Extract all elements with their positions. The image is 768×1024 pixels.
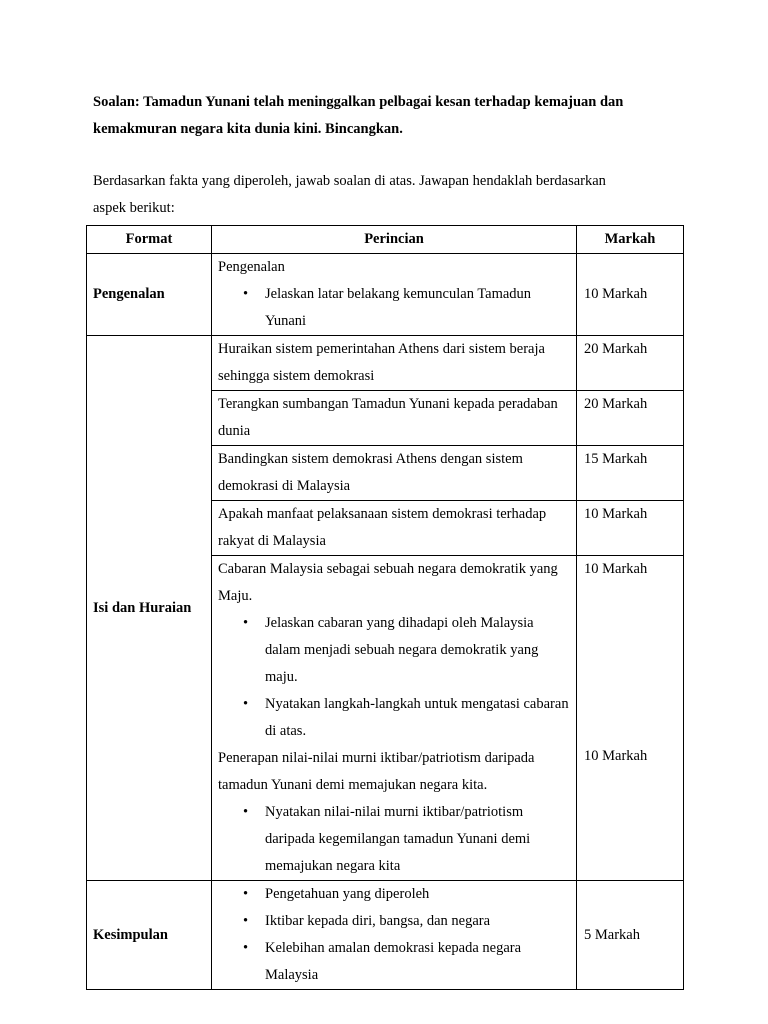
kesimpulan-bullets	[218, 881, 570, 989]
list-item: • Pengetahuan yang diperoleh	[265, 881, 570, 908]
penerapan-bullets	[218, 799, 570, 880]
question-line-1: Soalan: Tamadun Yunani telah meninggalkan pelbagai kesan terhadap kemajuan dan	[93, 94, 624, 110]
cabaran-markah: 10 Markah	[584, 561, 648, 577]
isi-row-1-markah: 20 Markah	[577, 336, 684, 391]
list-item: • Iktibar kepada diri, bangsa, dan negara	[265, 908, 570, 935]
markah-pengenalan: 10 Markah	[577, 254, 684, 336]
table-row	[87, 254, 684, 336]
isi-row-5-markah	[577, 556, 684, 881]
cabaran-bullets	[218, 610, 570, 745]
isi-row-4-text: Apakah manfaat pelaksanaan sistem demokrasi terhadap rakyat di Malaysia	[212, 501, 577, 556]
instruction-line-1: Berdasarkan fakta yang diperoleh, jawab soalan di atas. Jawapan hendaklah berdasarkan	[93, 173, 606, 189]
isi-row-5-text	[212, 556, 577, 881]
cabaran-text: Cabaran Malaysia sebagai sebuah negara demokratik yang Maju.	[218, 561, 558, 604]
penerapan-markah: 10 Markah	[584, 748, 648, 764]
pengenalan-bullets	[218, 281, 570, 335]
pengenalan-title: Pengenalan	[218, 259, 285, 275]
instruction-line-2: aspek berikut:	[93, 200, 175, 216]
isi-row-3-markah: 15 Markah	[577, 446, 684, 501]
isi-row-3-text: Bandingkan sistem demokrasi Athens dengan sistem demokrasi di Malaysia	[212, 446, 577, 501]
isi-row-1-text: Huraikan sistem pemerintahan Athens dari sistem beraja sehingga sistem demokrasi	[212, 336, 577, 391]
instruction-text	[93, 168, 713, 222]
list-item: • Jelaskan latar belakang kemunculan Tamadun Yunani	[265, 281, 570, 335]
table-header-row	[87, 226, 684, 254]
perincian-kesimpulan	[212, 881, 577, 990]
format-kesimpulan: Kesimpulan	[87, 881, 212, 990]
list-item: • Kelebihan amalan demokrasi kepada negara Malaysia	[265, 935, 570, 989]
marking-scheme-table	[86, 225, 684, 990]
list-item: • Jelaskan cabaran yang dihadapi oleh Malaysia dalam menjadi sebuah negara demokratik yang maju.	[265, 610, 570, 691]
header-markah: Markah	[577, 226, 684, 254]
question-text	[93, 89, 713, 143]
header-format: Format	[87, 226, 212, 254]
isi-row-2-text: Terangkan sumbangan Tamadun Yunani kepada peradaban dunia	[212, 391, 577, 446]
penerapan-text: Penerapan nilai-nilai murni iktibar/patriotism daripada tamadun Yunani demi memajukan negara kita.	[218, 750, 535, 793]
header-perincian: Perincian	[212, 226, 577, 254]
table-row	[87, 336, 684, 391]
question-line-2: kemakmuran negara kita dunia kini. Bincangkan.	[93, 121, 403, 137]
markah-kesimpulan: 5 Markah	[577, 881, 684, 990]
perincian-pengenalan	[212, 254, 577, 336]
format-pengenalan: Pengenalan	[87, 254, 212, 336]
table-row	[87, 881, 684, 990]
format-isi: Isi dan Huraian	[87, 336, 212, 881]
list-item: • Nyatakan langkah-langkah untuk mengatasi cabaran di atas.	[265, 691, 570, 745]
list-item: • Nyatakan nilai-nilai murni iktibar/patriotism daripada kegemilangan tamadun Yunani demi memajukan negara kita	[265, 799, 570, 880]
isi-row-4-markah: 10 Markah	[577, 501, 684, 556]
isi-row-2-markah: 20 Markah	[577, 391, 684, 446]
